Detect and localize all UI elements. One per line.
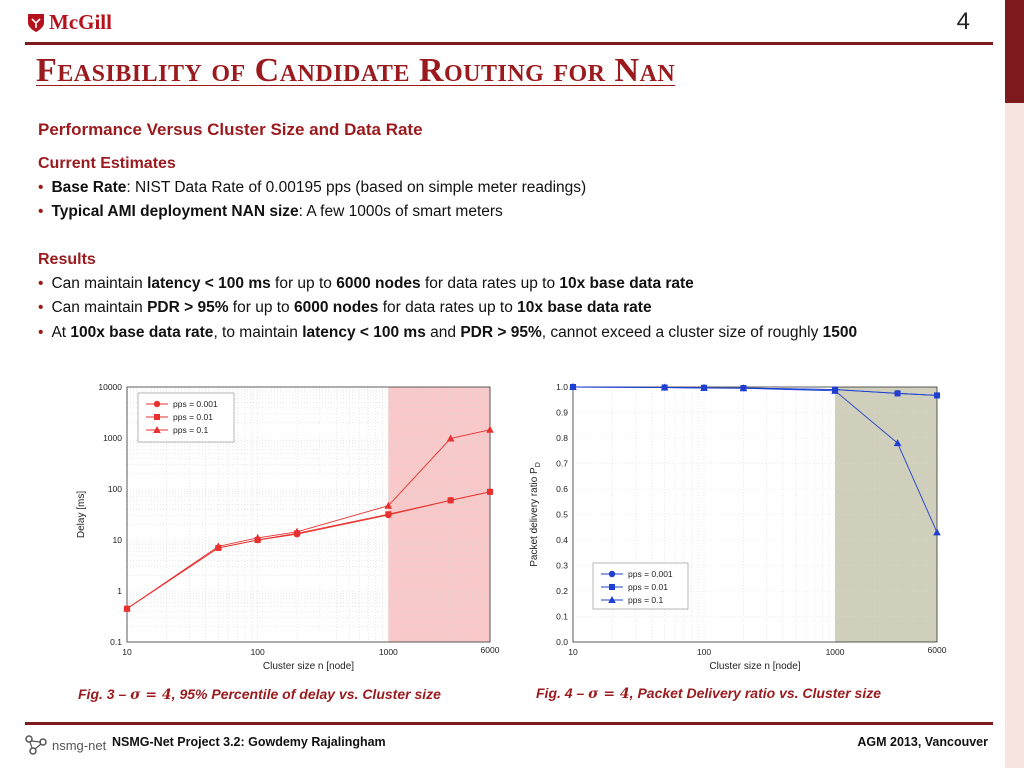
legend-marker [154, 414, 160, 420]
fig3-caption: Fig. 3 – σ = 4, 95% Percentile of delay vs. Cluster size [78, 686, 441, 703]
result-text-run: 1500 [822, 324, 858, 341]
bullet-result-limit [38, 324, 857, 342]
y-tick-label: 0.3 [556, 560, 568, 571]
bullet-dot: • [38, 275, 44, 292]
result-text-run: for up to [228, 299, 294, 316]
y-tick-label: 1 [117, 586, 122, 596]
delay-chart [62, 376, 508, 681]
y-tick-label: 0.2 [556, 586, 568, 596]
result-text-run: for up to [270, 275, 337, 292]
nsmg-net-logo [24, 734, 106, 756]
y-tick-label: 0.0 [556, 637, 568, 647]
legend-marker [154, 401, 160, 407]
result-text-run: 6000 nodes [293, 299, 379, 316]
y-tick-label: 0.4 [556, 535, 568, 545]
data-point-s2 [895, 390, 901, 396]
result-text-run: for data rates up to [420, 275, 560, 292]
result-text-run: , cannot exceed a cluster size of roughly [541, 324, 823, 341]
legend-label: pps = 0.001 [173, 399, 218, 409]
legend-label: pps = 0.001 [628, 569, 673, 579]
results-heading: Results [38, 251, 96, 268]
page-number: 4 [956, 8, 970, 35]
footer-event: AGM 2013, Vancouver [857, 735, 988, 749]
x-axis-label: Cluster size n [node] [262, 661, 355, 672]
result-text-run: for data rates up to [378, 299, 518, 316]
pdr-chart [517, 374, 957, 681]
result-text-run: latency < 100 ms [147, 275, 271, 292]
logo-text: McGill [49, 10, 112, 34]
y-tick-label: 1000 [103, 433, 122, 443]
footer-project: NSMG-Net Project 3.2: Gowdemy Rajalingham [112, 735, 386, 749]
result-text-run: PDR > 95% [147, 299, 229, 316]
right-accent-bar-top [1005, 0, 1024, 103]
bullet-nan-size: • Typical AMI deployment NAN size: A few 1000s of smart meters [38, 203, 503, 220]
bullet-dot: • [38, 299, 44, 316]
y-tick-label: 10000 [98, 382, 122, 392]
result-text-run: 6000 nodes [336, 275, 421, 292]
y-tick-label: 0.1 [556, 611, 568, 622]
shaded-region [388, 387, 490, 642]
x-tick-label: 1000 [378, 647, 398, 657]
mcgill-logo [27, 10, 112, 35]
y-tick-label: 0.1 [110, 637, 122, 647]
data-point-s2 [487, 489, 493, 495]
fig4-caption: Fig. 4 – σ = 4, Packet Delivery ratio vs. Cluster size [536, 685, 882, 702]
x-tick-label: 6000 [480, 645, 500, 655]
x-axis-label: Cluster size n [node] [709, 661, 801, 672]
bullet-dot: • [38, 324, 44, 341]
result-text-run: At [51, 324, 71, 341]
bullet-result-pdr [38, 299, 652, 317]
y-tick-label: 1.0 [556, 382, 568, 392]
y-tick-label: 10 [112, 535, 122, 545]
y-axis-label [76, 491, 87, 538]
x-tick-label: 6000 [927, 645, 947, 655]
y-axis-label [529, 462, 542, 567]
x-tick-label: 100 [250, 647, 265, 657]
footer-rule [25, 722, 993, 725]
y-tick-label: 0.8 [556, 433, 568, 443]
crest-icon [27, 13, 45, 33]
legend-label: pps = 0.1 [628, 595, 664, 605]
y-tick-label: 0.7 [556, 458, 568, 469]
x-tick-label: 10 [568, 647, 578, 657]
data-point-s2 [385, 511, 391, 517]
y-axis-label-subscript: D [535, 462, 542, 468]
x-tick-label: 10 [122, 647, 132, 657]
result-text-run: 10x base data rate [559, 275, 694, 292]
slide-title: Feasibility of Candidate Routing for Nan [36, 52, 676, 89]
y-axis-label-main: Packet delivery ratio P [529, 467, 540, 567]
header-rule [25, 42, 993, 45]
result-text-run: 100x base data rate [70, 324, 214, 341]
result-text-run: 10x base data rate [517, 299, 652, 316]
bullet-result-latency [38, 275, 694, 293]
slide-subtitle: Performance Versus Cluster Size and Data Rate [38, 120, 423, 139]
y-tick-label: 100 [107, 484, 122, 494]
result-text-run: Can maintain [51, 299, 148, 316]
right-accent-bar [1005, 0, 1024, 768]
legend-label: pps = 0.01 [628, 582, 668, 592]
footer-logo-text: nsmg-net [52, 737, 107, 753]
legend-marker [609, 584, 615, 590]
result-text-run: and [425, 324, 461, 341]
legend-marker [609, 571, 615, 577]
result-text-run: PDR > 95% [460, 324, 542, 341]
bullet-base-rate: • Base Rate: NIST Data Rate of 0.00195 pps (based on simple meter readings) [38, 179, 587, 196]
network-icon [24, 734, 50, 756]
result-text-run: , to maintain [213, 324, 303, 341]
result-text-run: Can maintain [51, 275, 148, 292]
data-point-s2 [934, 392, 940, 398]
legend-label: pps = 0.01 [173, 412, 213, 422]
x-tick-label: 100 [696, 647, 712, 657]
result-text-run: latency < 100 ms [302, 324, 426, 341]
y-tick-label: 0.6 [556, 484, 568, 494]
current-estimates-heading: Current Estimates [38, 155, 176, 172]
legend-label: pps = 0.1 [173, 425, 209, 435]
y-tick-label: 0.5 [556, 509, 568, 520]
data-point-s2 [448, 497, 454, 503]
y-tick-label: 0.9 [556, 407, 568, 418]
x-tick-label: 1000 [825, 647, 845, 657]
y-axis-label-main: Delay [ms] [76, 490, 87, 539]
